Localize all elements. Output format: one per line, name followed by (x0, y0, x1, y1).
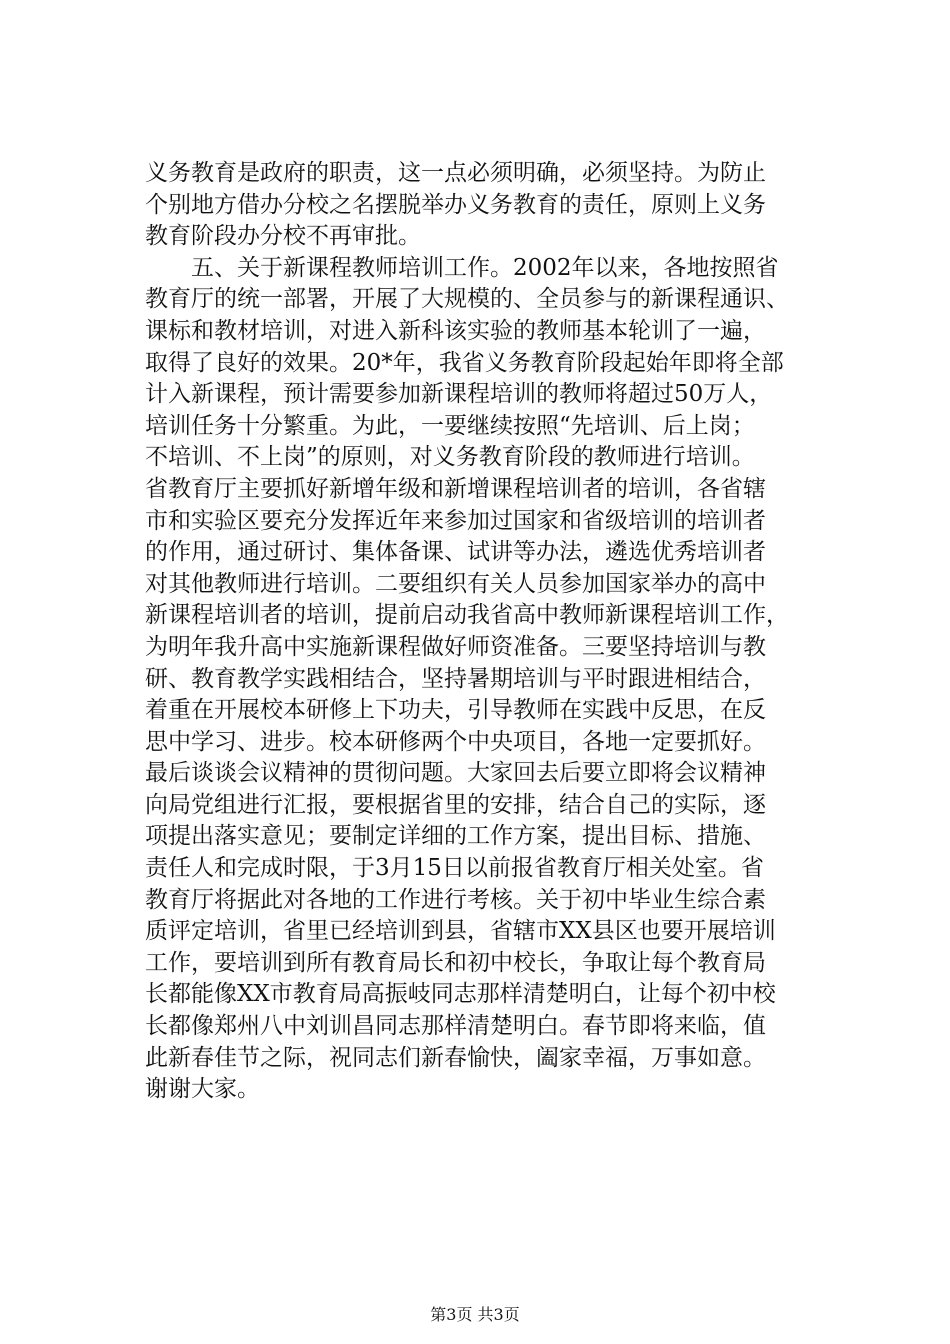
page-footer: 第3页 共3页 (430, 1305, 520, 1324)
text-line: 对其他教师进行培训。二要组织有关人员参加国家举办的高中 (145, 570, 766, 597)
text-line: 思中学习、进步。校本研修两个中央项目，各地一定要抓好。 (145, 728, 766, 755)
text-line: 着重在开展校本研修上下功夫，引导教师在实践中反思，在反 (145, 697, 766, 724)
text-line: 的作用，通过研讨、集体备课、试讲等办法，遴选优秀培训者 (145, 539, 766, 566)
body-text (145, 158, 825, 1106)
text-line: 课标和教材培训，对进入新科该实验的教师基本轮训了一遍， (145, 317, 766, 344)
text-line: 向局党组进行汇报，要根据省里的安排，结合自己的实际，逐 (145, 791, 766, 818)
text-line: 项提出落实意见；要制定详细的工作方案，提出目标、措施、 (145, 823, 766, 850)
text-line: 长都像郑州八中刘训昌同志那样清楚明白。春节即将来临，值 (145, 1013, 766, 1040)
text-line: 培训任务十分繁重。为此，一要继续按照“先培训、后上岗； (145, 412, 755, 439)
text-line: 研、教育教学实践相结合，坚持暑期培训与平时跟进相结合， (145, 665, 766, 692)
text-line: 五、关于新课程教师培训工作。2002年以来，各地按照省 (145, 254, 779, 281)
text-line: 教育厅的统一部署，开展了大规模的、全员参与的新课程通识、 (145, 286, 789, 313)
text-line: 长都能像XX市教育局高振岐同志那样清楚明白，让每个初中校 (145, 981, 776, 1008)
text-line: 不培训、不上岗”的原则，对义务教育阶段的教师进行培训。 (145, 444, 755, 471)
text-line: 责任人和完成时限，于3月15日以前报省教育厅相关处室。省 (145, 855, 764, 882)
text-line: 质评定培训，省里已经培训到县，省辖市XX县区也要开展培训 (145, 918, 776, 945)
text-line: 教育阶段办分校不再审批。 (145, 223, 421, 250)
text-line: 工作，要培训到所有教育局长和初中校长，争取让每个教育局 (145, 949, 766, 976)
text-line: 教育厅将据此对各地的工作进行考核。关于初中毕业生综合素 (145, 886, 766, 913)
text-line: 市和实验区要充分发挥近年来参加过国家和省级培训的培训者 (145, 507, 766, 534)
text-line: 个别地方借办分校之名摆脱举办义务教育的责任，原则上义务 (145, 191, 766, 218)
text-line: 取得了良好的效果。20*年，我省义务教育阶段起始年即将全部 (145, 349, 784, 376)
text-line: 最后谈谈会议精神的贯彻问题。大家回去后要立即将会议精神 (145, 760, 766, 787)
text-line: 为明年我升高中实施新课程做好师资准备。三要坚持培训与教 (145, 633, 766, 660)
text-line: 新课程培训者的培训，提前启动我省高中教师新课程培训工作， (145, 602, 789, 629)
text-line: 谢谢大家。 (145, 1076, 260, 1103)
text-line: 计入新课程，预计需要参加新课程培训的教师将超过50万人， (145, 381, 773, 408)
text-line: 义务教育是政府的职责，这一点必须明确，必须坚持。为防止 (145, 160, 766, 186)
text-line: 省教育厅主要抓好新增年级和新增课程培训者的培训，各省辖 (145, 475, 766, 502)
text-line: 此新春佳节之际，祝同志们新春愉快，阖家幸福，万事如意。 (145, 1044, 766, 1071)
